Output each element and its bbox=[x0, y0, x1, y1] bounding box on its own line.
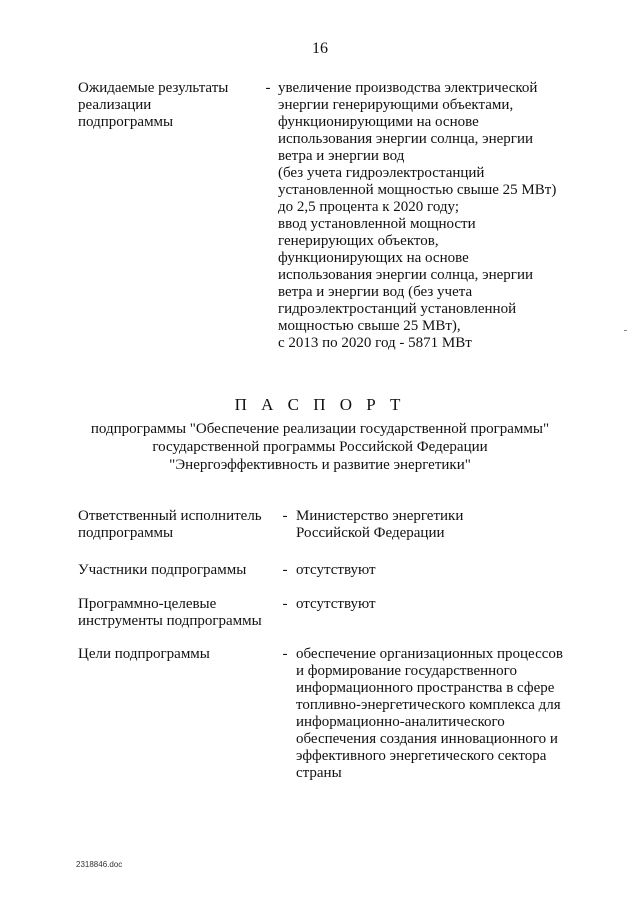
row-value: отсутствуют bbox=[296, 596, 376, 612]
row-dash: - bbox=[282, 508, 288, 524]
passport-subtitle: подпрограммы "Обеспечение реализации государственной программы" государственной программы Российской Федерации "Энергоэффективность и развитие энергетики" bbox=[90, 421, 550, 473]
page-number: 16 bbox=[312, 40, 328, 57]
row-value: Министерство энергетики Российской Федерации bbox=[296, 508, 464, 541]
row-label: Цели подпрограммы bbox=[78, 646, 210, 662]
row-dash: - bbox=[282, 562, 288, 578]
goals-row bbox=[78, 646, 586, 782]
scan-mark bbox=[624, 330, 627, 331]
document-footer: 2318846.doc bbox=[76, 860, 123, 869]
expected-results-value: увеличение производства электрической энергии генерирующими объектами, функционирующими на основе использования энергии солнца, энергии ветра и энергии вод (без учета гидроэлектростанций установленной мощностью свыше 25 МВт) до 2,5 процента к 2020 году; ввод установленной мощности генерирующих объектов, функционирующих на основе использования энергии солнца, энергии ветра и энергии вод (без учета гидроэлектростанций установленной мощностью свыше 25 МВт), с 2013 по 2020 год - 5871 МВт bbox=[278, 80, 557, 351]
row-dash: - bbox=[282, 646, 288, 662]
row-label: Программно-целевые инструменты подпрограммы bbox=[78, 596, 262, 629]
expected-results-dash: - bbox=[265, 80, 271, 96]
row-value: отсутствуют bbox=[296, 562, 376, 578]
passport-title: П А С П О Р Т bbox=[234, 395, 406, 414]
row-dash: - bbox=[282, 596, 288, 612]
participants-row bbox=[78, 562, 586, 579]
expected-results-row bbox=[78, 80, 578, 352]
program-tools-row bbox=[78, 596, 586, 630]
row-value: обеспечение организационных процессов и формирование государственного информационного пространства в сфере топливно-энергетического комплекса для информационно-аналитического обеспечения создания инновационного и эффективного энергетического сектора страны bbox=[296, 646, 563, 781]
expected-results-label: Ожидаемые результаты реализации подпрограммы bbox=[78, 80, 229, 130]
responsible-executor-row bbox=[78, 508, 586, 542]
row-label: Ответственный исполнитель подпрограммы bbox=[78, 508, 262, 541]
row-label: Участники подпрограммы bbox=[78, 562, 247, 578]
